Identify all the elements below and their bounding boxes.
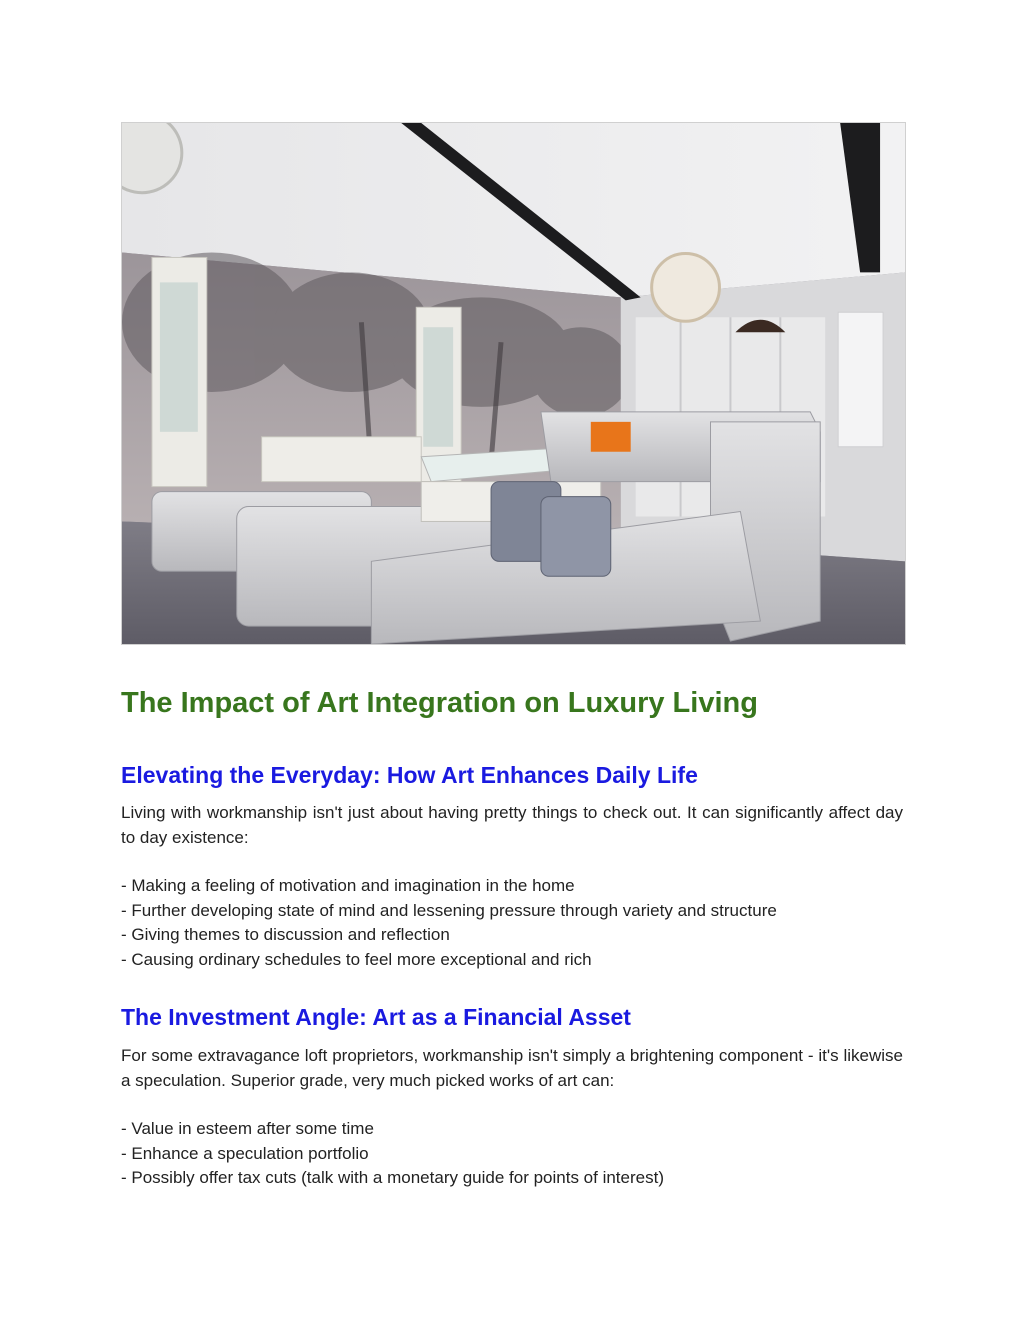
section-heading-investment: The Investment Angle: Art as a Financial Asset xyxy=(121,1004,631,1030)
section-intro-investment: For some extravagance loft proprietors, workmanship isn't simply a brightening component - it's likewise a speculation. Superior grade, very much picked works of art can: xyxy=(121,1046,903,1090)
bullet-list-investment xyxy=(121,1117,903,1191)
list-item: - Value in esteem after some time xyxy=(121,1119,374,1138)
bullet-list-daily-life xyxy=(121,874,903,972)
list-item: - Causing ordinary schedules to feel more exceptional and rich xyxy=(121,949,592,969)
hero-image xyxy=(121,122,906,645)
list-item: - Possibly offer tax cuts (talk with a monetary guide for points of interest) xyxy=(121,1168,664,1187)
list-item: - Further developing state of mind and lessening pressure through variety and structure xyxy=(121,900,777,920)
section-intro-daily-life: Living with workmanship isn't just about having pretty things to check out. It can significantly affect day to day existence: xyxy=(121,803,903,847)
page-title: The Impact of Art Integration on Luxury Living xyxy=(121,687,758,719)
list-item: - Enhance a speculation portfolio xyxy=(121,1143,369,1163)
section-heading-daily-life: Elevating the Everyday: How Art Enhances Daily Life xyxy=(121,762,698,788)
list-item: - Making a feeling of motivation and imagination in the home xyxy=(121,876,575,895)
list-item: - Giving themes to discussion and reflection xyxy=(121,925,450,944)
living-room-illustration xyxy=(122,123,905,644)
